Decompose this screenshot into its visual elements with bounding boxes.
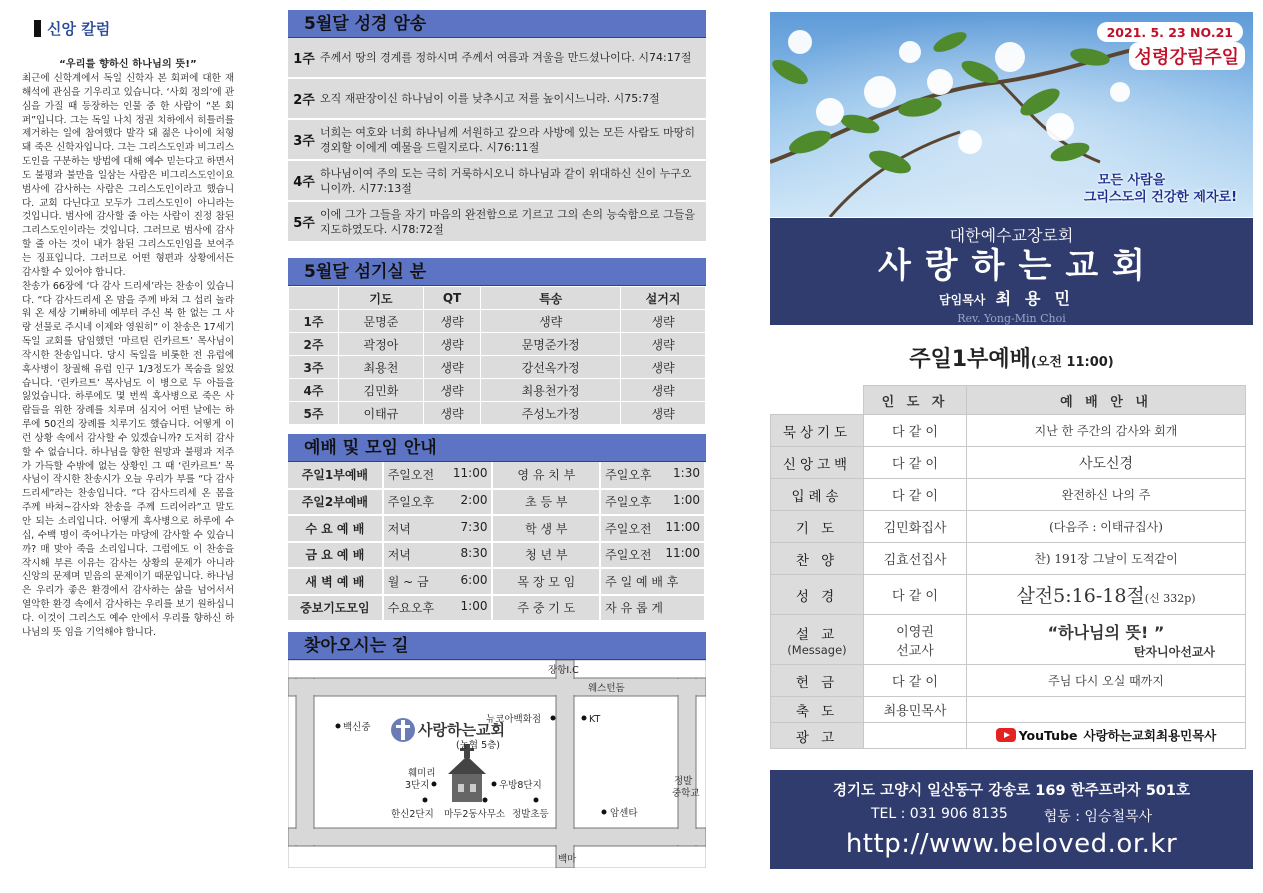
meeting-row [288, 542, 705, 569]
marker-amsenta [602, 810, 607, 815]
marker-hansin [423, 798, 428, 803]
meeting-time [383, 515, 493, 542]
order-leader: 김효선집사 [864, 543, 967, 575]
meeting-row [288, 489, 705, 516]
meeting-when: 주일오전 [387, 468, 435, 483]
meeting-when: 저녁 [387, 548, 411, 563]
map-label-ic: 장항I.C [548, 665, 579, 676]
meeting-section [288, 434, 706, 622]
memory-verse-section [288, 10, 706, 243]
meeting-time-2 [600, 568, 705, 595]
duty-heading: 5월달 섬기실 분 [288, 258, 706, 286]
meeting-name: 주일2부예배 [288, 489, 383, 516]
meeting-name: 주일1부예배 [288, 462, 383, 489]
duty-cell: 생략 [621, 402, 706, 425]
order-leader: 이영권 선교사 [864, 615, 967, 665]
duty-column-header: 설거지 [621, 287, 706, 310]
marker-elem [534, 798, 539, 803]
order-leader: 다 같 이 [864, 665, 967, 697]
telephone: TEL : 031 906 8135 [870, 806, 1008, 822]
meeting-time-2 [600, 462, 705, 489]
scripture-ref: 살전5:16-18절 [1016, 585, 1145, 607]
meeting-row [288, 595, 705, 622]
meeting-time [383, 595, 493, 622]
duty-column-header: QT [423, 287, 480, 310]
order-header-blank [771, 386, 864, 415]
verse-text: 주께서 땅의 경계를 정하시며 주께서 여름과 겨울을 만드셨나이다. 시74:17절 [320, 51, 692, 64]
duty-week: 4주 [289, 379, 339, 402]
verse-text: 이에 그가 그들을 자기 마음의 완전함으로 기르고 그의 손의 능숙함으로 그들을 지도하였도다. 시78:72절 [320, 207, 695, 236]
sermon-title: “하나님의 뜻! ” [1047, 622, 1165, 642]
order-row [771, 447, 1246, 479]
duty-cell: 생략 [423, 333, 480, 356]
meeting-time [383, 489, 493, 516]
verse-row [288, 202, 706, 243]
youtube-channel: 사랑하는교회최용민목사 [1083, 728, 1217, 743]
verse-row [288, 120, 706, 161]
order-info: 주님 다시 오실 때까지 [967, 665, 1246, 697]
map-label-hansin: 한신2단지 [391, 809, 434, 820]
verse-week: 3주 [293, 134, 315, 149]
meeting-clock-2: 1:00 [673, 493, 700, 508]
meeting-time [383, 542, 493, 569]
directions-map [288, 660, 706, 868]
duty-cell: 생략 [621, 333, 706, 356]
map-label-newcore: 뉴코아백화점 [486, 714, 542, 725]
date-badge: 2021. 5. 23 NO.21 [1097, 22, 1243, 42]
address: 경기도 고양시 일산동구 강송로 169 한주프라자 501호 [833, 783, 1190, 799]
order-row [771, 615, 1246, 665]
meeting-name-2: 영 유 치 부 [492, 462, 600, 489]
marker-madu [483, 798, 488, 803]
meeting-clock-2: 11:00 [665, 546, 700, 561]
pastor-english: Rev. Yong-Min Choi [957, 312, 1066, 325]
duty-row [289, 310, 706, 333]
order-header-info: 예 배 안 내 [967, 386, 1246, 415]
verse-text: 오직 재판장이신 하나님이 이를 낮추시고 저를 높이시느니라. 시75:7절 [320, 92, 660, 105]
meeting-table [288, 462, 706, 622]
duty-cell: 생략 [621, 310, 706, 333]
church-logo-icon [391, 718, 415, 742]
order-header [771, 386, 1246, 415]
map-label-jeongbal: 정발 [674, 776, 693, 787]
duty-cell: 최용천 [339, 356, 424, 379]
meeting-clock: 11:00 [452, 466, 488, 481]
meeting-time [383, 462, 493, 489]
meeting-heading: 예배 및 모임 안내 [288, 434, 706, 462]
verse-week: 4주 [293, 175, 315, 190]
meeting-when-2: 주 일 예 배 후 [605, 574, 679, 589]
order-row [771, 479, 1246, 511]
duty-cell: 문명준 [339, 310, 424, 333]
duty-row [289, 379, 706, 402]
order-item: 입례송 [771, 479, 864, 511]
meeting-row [288, 462, 705, 489]
duty-week: 5주 [289, 402, 339, 425]
map-label-jeongbal2: 중학교 [672, 788, 700, 799]
church-banner [770, 218, 1253, 325]
map-label-woobang: 우방8단지 [499, 780, 542, 791]
website-link[interactable]: http://www.beloved.or.kr [845, 829, 1178, 859]
order-row [771, 723, 1246, 749]
order-info [967, 575, 1246, 615]
map-label-amsenta: 암센타 [610, 808, 638, 819]
verse-row [288, 161, 706, 202]
marker-danji3 [432, 782, 437, 787]
meeting-name: 중보기도모임 [288, 595, 383, 622]
marker-kt [582, 716, 587, 721]
order-info: 완전하신 나의 주 [967, 479, 1246, 511]
preacher-mission: 탄자니아선교사 [1133, 644, 1215, 659]
meeting-when-2: 주일오전 [605, 521, 652, 536]
duty-section [288, 258, 706, 425]
verse-week: 5주 [293, 216, 315, 231]
meeting-name: 금 요 예 배 [288, 542, 383, 569]
meeting-when: 저녁 [387, 521, 411, 536]
order-item: 찬 양 [771, 543, 864, 575]
map-label-danji3: 3단지 [405, 780, 430, 791]
duty-row [289, 356, 706, 379]
order-info: 지난 한 주간의 감사와 회개 [967, 415, 1246, 447]
meeting-clock: 8:30 [460, 546, 488, 561]
order-info [967, 615, 1246, 665]
map-label-elem: 정발초등 [512, 809, 549, 820]
meeting-when-2: 주일오후 [605, 468, 652, 483]
order-row [771, 543, 1246, 575]
map-label-church: 사랑하는교회 [418, 721, 505, 739]
marker-baeksin [336, 724, 341, 729]
duty-cell: 최용천가정 [481, 379, 621, 402]
directions-heading: 찾아오시는 길 [288, 632, 706, 660]
meeting-row [288, 515, 705, 542]
verse-row [288, 79, 706, 120]
contact-line [770, 800, 1253, 826]
order-leader: 다 같 이 [864, 447, 967, 479]
meeting-name-2: 목 장 모 임 [492, 568, 600, 595]
order-leader: 김민화집사 [864, 511, 967, 543]
order-info: 사도신경 [967, 447, 1246, 479]
order-row [771, 511, 1246, 543]
church-motto: 모든 사람을 그리스도의 건강한 제자로! [1083, 173, 1237, 205]
order-item: 성 경 [771, 575, 864, 615]
meeting-when-2: 주일오후 [605, 495, 652, 510]
meeting-name: 수 요 예 배 [288, 515, 383, 542]
map-label-baeksin: 백신중 [343, 722, 371, 733]
order-row [771, 415, 1246, 447]
order-info: 찬) 191장 그날이 도적같이 [967, 543, 1246, 575]
scripture-page: (신 332p) [1144, 592, 1196, 605]
duty-row [289, 333, 706, 356]
meeting-clock: 6:00 [460, 572, 488, 587]
order-leader: 다 같 이 [864, 575, 967, 615]
church-footer [770, 770, 1253, 869]
meeting-time [383, 568, 493, 595]
faith-column [22, 18, 234, 640]
order-item: 축 도 [771, 697, 864, 723]
map-label-madu: 마두2동사무소 [444, 809, 506, 820]
meeting-name-2: 학 생 부 [492, 515, 600, 542]
heading-bar [34, 20, 41, 37]
associate-pastor: 협동 : 임승철목사 [1043, 809, 1153, 825]
meeting-time-2 [600, 542, 705, 569]
meeting-time-2 [600, 489, 705, 516]
duty-cell: 주성노가정 [481, 402, 621, 425]
order-leader [864, 723, 967, 749]
order-item: 헌 금 [771, 665, 864, 697]
order-leader: 다 같 이 [864, 479, 967, 511]
denomination: 대한예수교장로회 [949, 226, 1074, 245]
map-label-kt: KT [589, 714, 601, 725]
duty-week: 1주 [289, 310, 339, 333]
meeting-when-2: 자 유 롭 게 [605, 601, 663, 616]
order-header-leader: 인 도 자 [864, 386, 967, 415]
service-order [770, 385, 1246, 749]
church-name: 사랑하는교회 [877, 246, 1160, 286]
duty-cell: 곽정아 [339, 333, 424, 356]
youtube-channel-link[interactable] [996, 726, 1217, 744]
meeting-row [288, 568, 705, 595]
service-order-table [770, 385, 1246, 749]
map-label-church-sub: (농협 5층) [456, 740, 501, 751]
marker-woobang [492, 782, 497, 787]
meeting-when: 수요오후 [387, 601, 435, 616]
order-info [967, 723, 1246, 749]
order-item: 설 교 (Message) [771, 615, 864, 665]
duty-cell: 이태규 [339, 402, 424, 425]
duty-cell: 김민화 [339, 379, 424, 402]
order-info: (다음주 : 이태규집사) [967, 511, 1246, 543]
memory-heading: 5월달 성경 암송 [288, 10, 706, 38]
hero-image [770, 12, 1253, 217]
duty-cell: 생략 [423, 402, 480, 425]
pastor-line: 담임목사 최용민 [939, 289, 1084, 308]
column-body: 최근에 신학계에서 독일 신학자 본 회퍼에 대한 재해석에 관심을 기우리고 있습니다. ‘사회 정의’에 관심을 가질 때 등장하는 인물 중 한 사람이 “본 회퍼”입니다. 그는 독일 나치 정권 치하에서 히틀러를 제거하는 일에 참여했다 발각 돼 젊은 나이에 처형 돼 죽은 신학자입니다. 그는 그리스도인과 비그리스도인을 구분하는 방법에 대해 예수 믿는다고 하면서도 불평과 불만을 일삼는 사람은 비그리스도인이요 범사에 감사하는 사람은 그리스도인이라고 했습니다. 교회 다닌다고 모두가 그리스도인이 아니라는 것입니다. 범사에 감사할 줄 아는 사람이 진정 참된 그리스도인이라는 것입니다. 그러므로 범사에 감사할 줄 아는 것이 내가 참된 그리스도인임을 보여주는 징표입니다. 그러므로 어떤 형편과 상황에서든 감사할 수 있어야 합니다. 찬송가 66장에 ‘다 감사 드리세’라는 찬송이 있습니다. “다 감사드리세 온 맘을 주께 바쳐 그 섭리 놀라워 온 세상 기뻐하네 예부터 주신 복 한 없는 그 사랑 선물로 주시네 이제와 영원히” 이 찬송은 17세기 독일 교회를 담임했던 ‘마르틴 린카르트’ 목사님이 작시한 찬송입니다. 당시 독일을 비롯한 전 유럽에 흑사병이 창궐해 유럽 인구 1/3정도가 목숨을 잃었습니다. ‘린카르트’ 목사님도 이 병으로 두 아들을 잃었습니다. 하루에도 몇 번씩 흑사병으로 죽은 사람들을 위한 장례를 치루며 심지어 어떤 날에는 하루에 50건의 장례를 치루기도 했습니다. 어떻게 이런 상황 속에서 감사할 수 있겠습니까? 도저히 감사할 수 없습니다. 하나님을 향한 원망과 불평과 저주가 가득할 수밖에 없는 상황인 그 때 ‘린카르트’ 목사님이 작시한 찬송시가 오늘 우리가 부를 “다 감사드리세”라는 찬송입니다. “다 감사드리세 온 몸을 주께 바쳐~감사와 찬송을 주께 드리어라”고 말도 안 되는 소리입니다. 어떻게 흑사병으로 하루에 수십, 수백 명이 죽어나가는 마당에 감사할 수 있습니까? 매 맞아 죽을 소리입니다. 그럼에도 이 찬송을 작시해 부른 이유는 감사는 상황의 문제가 아니라 신앙의 문제며 믿음의 문제이기 때문입니다. 하나님은 우리가 좋은 환경에서 감사하는 삶을 넘어서서 열악한 환경 속에서 감사하는 우리를 보기 원하십니다. 이것이 그리스도 예수 안에서 우리를 향하신 하나님의 뜻 임을 기억해야 합니다. [22, 73, 234, 638]
verse-list [288, 38, 706, 243]
youtube-brand: YouTube [1018, 727, 1078, 743]
meeting-name-2: 초 등 부 [492, 489, 600, 516]
meeting-name-2: 주 중 기 도 [492, 595, 600, 622]
duty-cell: 생략 [423, 310, 480, 333]
directions-section [288, 632, 706, 660]
meeting-clock-2: 1:30 [673, 466, 700, 481]
column-heading: 신앙 칼럼 [34, 18, 234, 39]
order-row [771, 575, 1246, 615]
order-leader: 다 같 이 [864, 415, 967, 447]
order-info [967, 697, 1246, 723]
meeting-clock: 1:00 [460, 599, 488, 614]
duty-cell: 문명준가정 [481, 333, 621, 356]
map-label-western: 웨스턴돔 [588, 683, 625, 694]
order-item: 묵상기도 [771, 415, 864, 447]
order-item: 기 도 [771, 511, 864, 543]
verse-row [288, 38, 706, 79]
meeting-time-2 [600, 595, 705, 622]
map-label-hwemiri: 훼미리 [408, 768, 436, 779]
duty-column-header: 특송 [481, 287, 621, 310]
meeting-when: 월 ~ 금 [387, 574, 429, 589]
duty-table [288, 286, 706, 425]
service-title: 주일1부예배(오전 11:00) [909, 347, 1114, 372]
map-label-baekma: 백마 [558, 854, 577, 865]
duty-column-header: 기도 [339, 287, 424, 310]
order-item: 광 고 [771, 723, 864, 749]
duty-cell: 생략 [423, 379, 480, 402]
order-leader: 최용민목사 [864, 697, 967, 723]
meeting-clock: 2:00 [460, 493, 488, 508]
verse-week: 1주 [293, 52, 315, 67]
order-row [771, 665, 1246, 697]
verse-text: 하나님이여 주의 도는 극히 거룩하시오니 하나님과 같이 위대하신 신이 누구오니이까. 시77:13절 [320, 166, 692, 195]
order-item: 신앙고백 [771, 447, 864, 479]
duty-cell: 생략 [423, 356, 480, 379]
verse-week: 2주 [293, 93, 315, 108]
duty-cell: 생략 [621, 379, 706, 402]
order-row [771, 697, 1246, 723]
duty-cell: 생략 [621, 356, 706, 379]
duty-week: 2주 [289, 333, 339, 356]
meeting-when: 주일오후 [387, 495, 435, 510]
meeting-time-2 [600, 515, 705, 542]
meeting-name: 새 벽 예 배 [288, 568, 383, 595]
duty-cell: 강선옥가정 [481, 356, 621, 379]
youtube-play-icon [996, 728, 1016, 742]
feast-title: 성령강림주일 [1129, 42, 1245, 70]
meeting-name-2: 청 년 부 [492, 542, 600, 569]
meeting-when-2: 주일오전 [605, 548, 652, 563]
duty-week: 3주 [289, 356, 339, 379]
column-subtitle: “우리를 향하신 하나님의 뜻!” [59, 59, 197, 70]
meeting-clock-2: 11:00 [665, 519, 700, 534]
meeting-clock: 7:30 [460, 519, 488, 534]
duty-row [289, 402, 706, 425]
duty-cell: 생략 [481, 310, 621, 333]
marker-newcore [551, 716, 556, 721]
verse-text: 너희는 여호와 너희 하나님께 서원하고 갚으라 사방에 있는 모든 사람도 마땅히 경외할 이에게 예물을 드릴지로다. 시76:11절 [320, 125, 695, 154]
